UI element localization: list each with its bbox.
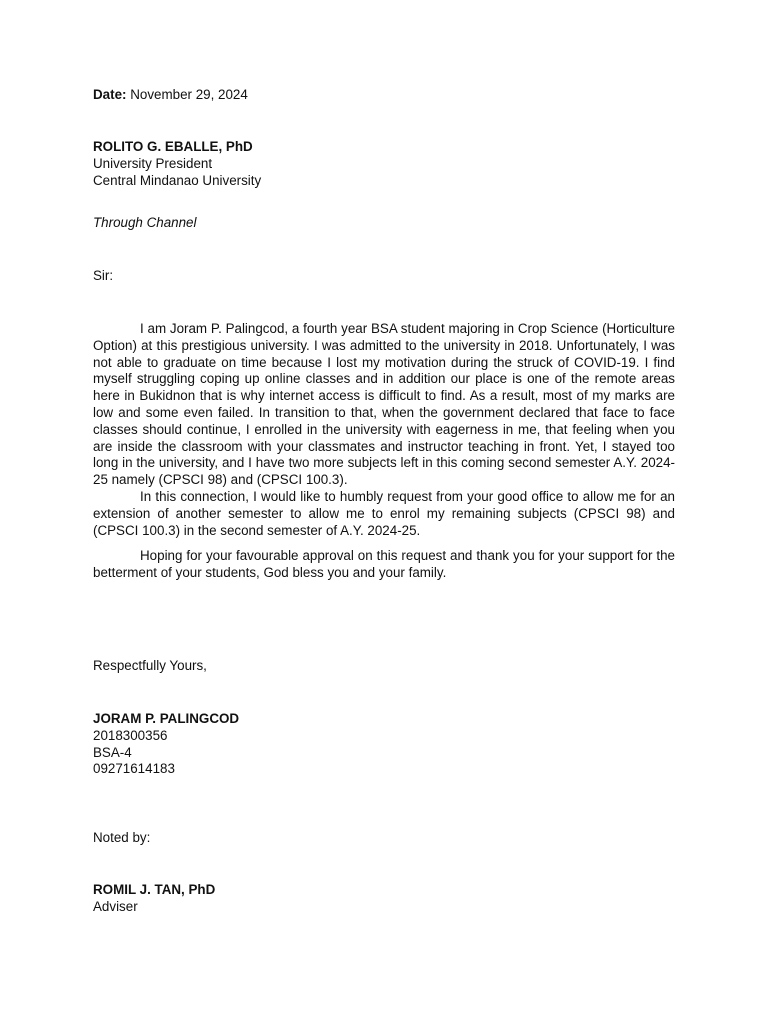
recipient-title: University President xyxy=(93,155,213,171)
through-channel: Through Channel xyxy=(93,215,197,230)
recipient-name: ROLITO G. EBALLE, PhD xyxy=(93,139,253,154)
noted-role: Adviser xyxy=(93,898,138,914)
body-paragraph-1: I am Joram P. Palingcod, a fourth year BSA student majoring in Crop Science (Horticulture Option) at this prestigious university. I was admitted to the university in 2018. Unfortunately, I was not able to graduate on time because I lost my motivation during the struck of COVID-19. I find myself struggling coping up online classes and in addition our place is one of the remote areas here in Bukidnon that is why internet access is difficult to find. As a result, most of my marks are low and some even failed. In transition to that, when the government declared that face to face classes should continue, I enrolled in the university with eagerness in me, that feeling when you are inside the classroom with your classmates and instructor teaching in front. Yet, I stayed too long in the university, and I have two more subjects left in this coming second semester A.Y. 2024-25 namely (CPSCI 98) and (CPSCI 100.3). xyxy=(93,321,675,488)
noted-name: ROMIL J. TAN, PhD xyxy=(93,882,216,897)
sender-phone: 09271614183 xyxy=(93,761,175,777)
sender-id-number: 2018300356 xyxy=(93,727,168,743)
sender-program: BSA-4 xyxy=(93,744,132,760)
noted-label: Noted by: xyxy=(93,830,151,845)
recipient-institution: Central Mindanao University xyxy=(93,172,262,188)
letter-body xyxy=(93,321,675,582)
sender-name: JORAM P. PALINGCOD xyxy=(93,711,240,726)
salutation: Sir: xyxy=(93,268,114,283)
body-paragraph-2: In this connection, I would like to humbly request from your good office to allow me for an extension of another semester to allow me to enrol my remaining subjects (CPSCI 98) and (CPSCI 100.3) in the second semester of A.Y. 2024-25. xyxy=(93,488,675,538)
date-value: November 29, 2024 xyxy=(130,87,248,102)
date-label: Date: xyxy=(93,87,127,102)
noted-block xyxy=(93,882,675,916)
recipient-block xyxy=(93,139,675,189)
sender-block xyxy=(93,711,675,778)
body-paragraph-3: Hoping for your favourable approval on this request and thank you for your support for the betterment of your students, God bless you and your family. xyxy=(93,548,675,581)
closing: Respectfully Yours, xyxy=(93,658,207,673)
date-line xyxy=(93,87,675,104)
